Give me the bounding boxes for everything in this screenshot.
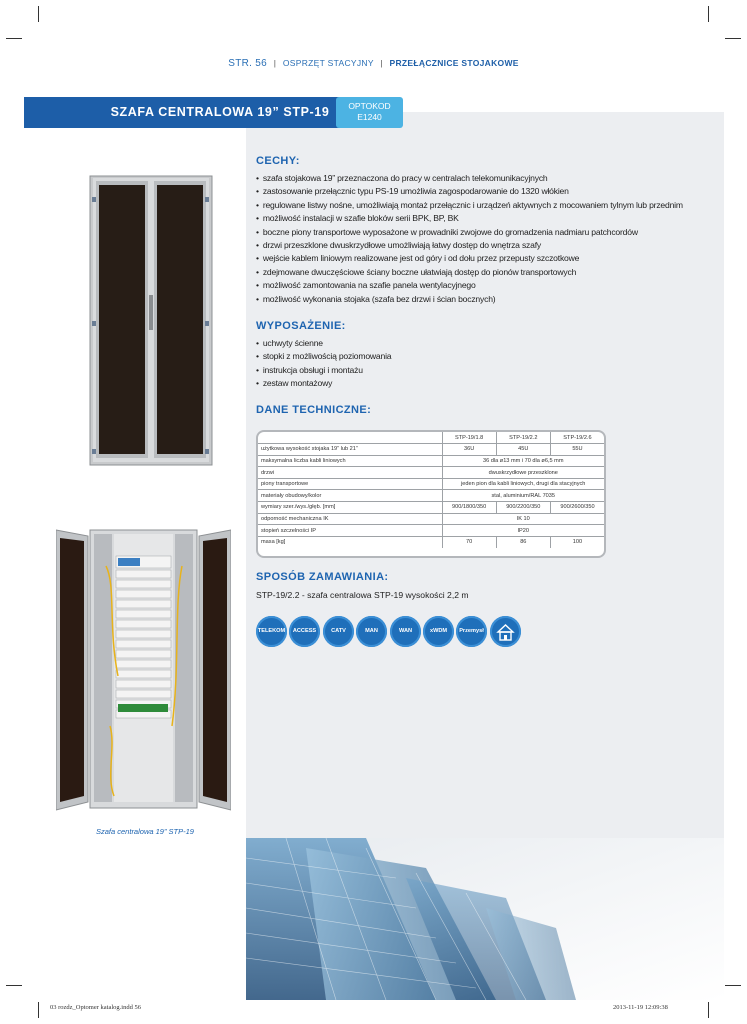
table-cell: 45U: [496, 444, 550, 456]
table-row-label: masa [kg]: [258, 536, 442, 548]
list-item: • drzwi przeszklone dwuskrzydłowe umożliwiają łatwy dostęp do wnętrza szafy: [256, 239, 683, 252]
header-subsection: PRZEŁĄCZNICE STOJAKOWE: [389, 58, 519, 68]
table-row: [258, 490, 604, 502]
table-cell: 900/2200/350: [496, 502, 550, 514]
page-title: SZAFA CENTRALOWA 19” STP-19: [110, 105, 330, 119]
crop-mark: [38, 6, 39, 22]
footer-file: 03 rozdz_Optomer katalog.indd 56: [50, 1004, 141, 1011]
list-item: • możliwość zamontowania na szafie panela wentylacyjnego: [256, 279, 683, 292]
list-item: • możliwość instalacji w szafie bloków serii BPK, BP, BK: [256, 212, 683, 225]
optokod-label: OPTOKOD: [348, 101, 391, 111]
table-row-label: drzwi: [258, 467, 442, 479]
table-column-header: STP-19/2.2: [496, 432, 550, 444]
table-row: [258, 536, 604, 548]
list-item: • szafa stojakowa 19” przeznaczona do pracy w centralach telekomunikacyjnych: [256, 172, 683, 185]
optokod-code: E1240: [357, 112, 382, 122]
table-row-label: użytkowa wysokość stojaka 19” lub 21”: [258, 444, 442, 456]
badge-xwdm: xWDM: [423, 616, 454, 647]
badge-telekom: TELEKOM: [256, 616, 287, 647]
crop-mark: [725, 38, 741, 39]
table-cell: 70: [442, 536, 496, 548]
list-item: • zastosowanie przełącznic typu PS-19 umożliwia zagospodarowanie do 1320 włókien: [256, 185, 683, 198]
table-row-label: materiały obudowy/kolor: [258, 490, 442, 502]
table-cell: [258, 432, 442, 444]
crop-mark: [708, 6, 709, 22]
home-icon: [490, 616, 521, 647]
table-cell: 900/2600/350: [550, 502, 604, 514]
table-cell: 900/1800/350: [442, 502, 496, 514]
cabinet-closed-photo: [89, 175, 213, 466]
table-cell: stal, aluminium/RAL 7035: [442, 490, 604, 502]
order-heading: SPOSÓB ZAMAWIANIA:: [256, 571, 389, 583]
table-cell: 36 dla ø13 mm i 70 dla ø6,5 mm: [442, 455, 604, 467]
optokod-badge: [336, 97, 403, 128]
list-item: • wejście kablem liniowym realizowane jest od góry i od dołu przez przepusty szczotkowe: [256, 252, 683, 265]
footer-timestamp: 2013-11-19 12:09:38: [613, 1004, 668, 1011]
list-item: • zdejmowane dwuczęściowe ściany boczne ułatwiają dostęp do pionów transportowych: [256, 266, 683, 279]
badge-wan: WAN: [390, 616, 421, 647]
table-row-label: piony transportowe: [258, 478, 442, 490]
cabinet-open-photo: [56, 526, 231, 811]
table-row: [258, 444, 604, 456]
equipment-list: [256, 337, 391, 391]
table-cell: jeden pion dla kabli liniowych, drugi dla stacyjnych: [442, 478, 604, 490]
header-separator: |: [273, 58, 277, 68]
list-item: • instrukcja obsługi i montażu: [256, 364, 391, 377]
image-caption: Szafa centralowa 19” STP-19: [96, 827, 194, 836]
table-column-header: STP-19/1.8: [442, 432, 496, 444]
list-item: • możliwość wykonania stojaka (szafa bez drzwi i ścian bocznych): [256, 293, 683, 306]
table-cell: dwuskrzydłowe przeszklone: [442, 467, 604, 479]
technical-heading: DANE TECHNICZNE:: [256, 404, 372, 416]
table-header-row: [258, 432, 604, 444]
table-row: [258, 525, 604, 537]
crop-mark: [6, 38, 22, 39]
table-row: [258, 513, 604, 525]
badge-man: MAN: [356, 616, 387, 647]
table-cell: 55U: [550, 444, 604, 456]
table-row-label: maksymalna liczba kabli liniowych: [258, 455, 442, 467]
table-cell: 36U: [442, 444, 496, 456]
crop-mark: [725, 985, 741, 986]
features-heading: CECHY:: [256, 155, 300, 167]
running-header: [0, 58, 747, 69]
table-row: [258, 455, 604, 467]
table-row: [258, 467, 604, 479]
list-item: • uchwyty ścienne: [256, 337, 391, 350]
crop-mark: [708, 1002, 709, 1018]
crop-mark: [38, 1002, 39, 1018]
features-list: [256, 172, 683, 306]
order-example: STP-19/2.2 - szafa centralowa STP-19 wysokości 2,2 m: [256, 590, 469, 600]
technical-table: [256, 430, 606, 558]
list-item: • stopki z możliwością poziomowania: [256, 350, 391, 363]
badge-catv: CATV: [323, 616, 354, 647]
table-cell: 100: [550, 536, 604, 548]
table-row: [258, 502, 604, 514]
header-separator: |: [380, 58, 383, 68]
table-cell: IP20: [442, 525, 604, 537]
table-row-label: wymiary szer./wys./głęb. [mm]: [258, 502, 442, 514]
badge-przemysl: Przemysł: [456, 616, 487, 647]
list-item: • regulowane listwy nośne, umożliwiają montaż przełącznic i urządzeń aktywnych z mocowaniem tylnym lub przednim: [256, 199, 683, 212]
page-number: STR. 56: [228, 58, 268, 69]
table-row-label: odporność mechaniczna IK: [258, 513, 442, 525]
crop-mark: [6, 985, 22, 986]
list-item: • boczne piony transportowe wyposażone w prowadniki zwojowe do gromadzenia nadmiaru patchcordów: [256, 226, 683, 239]
equipment-heading: WYPOSAŻENIE:: [256, 320, 346, 332]
building-glass-image: [246, 838, 724, 1000]
header-section: OSPRZĘT STACYJNY: [282, 58, 374, 68]
table-row-label: stopień szczelności IP: [258, 525, 442, 537]
home-badge: [490, 616, 521, 647]
badge-access: ACCESS: [289, 616, 320, 647]
table-row: [258, 478, 604, 490]
table-cell: 86: [496, 536, 550, 548]
list-item: • zestaw montażowy: [256, 377, 391, 390]
table-column-header: STP-19/2.6: [550, 432, 604, 444]
table-cell: IK 10: [442, 513, 604, 525]
